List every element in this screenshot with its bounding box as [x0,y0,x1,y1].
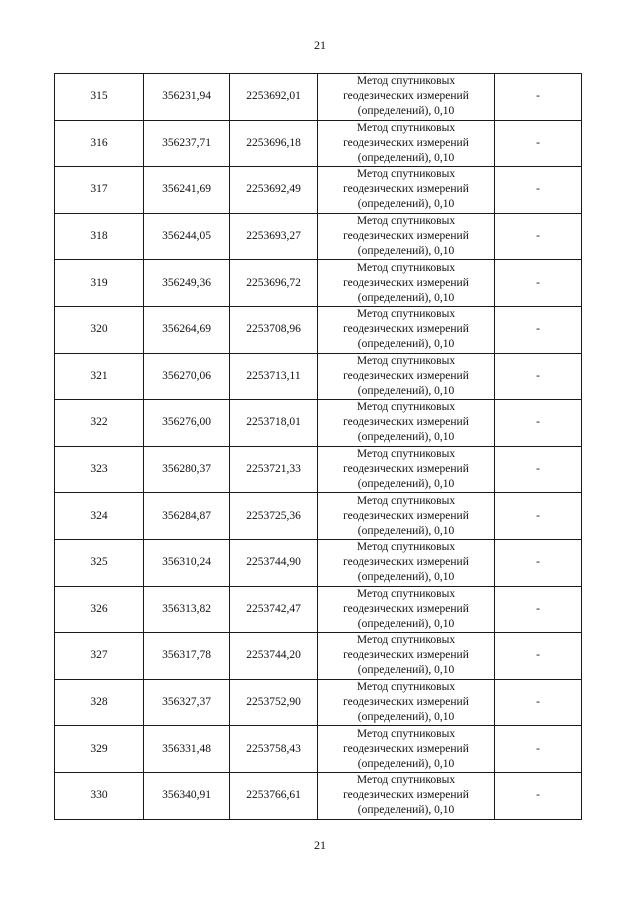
method-line: геодезических измерений [343,136,469,149]
description-cell: - [495,74,582,121]
table-row [55,260,582,307]
y-coordinate-cell: 2253692,49 [230,167,318,214]
table-row [55,633,582,680]
method-line: геодезических измерений [343,509,469,522]
method-line: (определений), 0,10 [357,245,455,258]
method-line: Метод спутниковых [356,308,456,321]
y-coordinate-cell: 2253721,33 [230,446,318,493]
method-line: Метод спутниковых [356,354,456,367]
method-line: Метод спутниковых [356,121,456,134]
method-cell [318,586,495,633]
description-cell: - [495,400,582,447]
description-cell: - [495,120,582,167]
x-coordinate-cell: 356280,37 [144,446,230,493]
method-cell [318,353,495,400]
table-row [55,400,582,447]
x-coordinate-cell: 356249,36 [144,260,230,307]
method-cell [318,539,495,586]
method-cell [318,726,495,773]
y-coordinate-cell: 2253744,90 [230,539,318,586]
y-coordinate-cell: 2253752,90 [230,679,318,726]
method-line: (определений), 0,10 [357,664,455,677]
description-cell: - [495,586,582,633]
method-line: (определений), 0,10 [357,804,455,817]
x-coordinate-cell: 356340,91 [144,772,230,819]
point-number-cell: 325 [55,539,144,586]
point-number-cell: 317 [55,167,144,214]
method-cell [318,446,495,493]
method-cell [318,74,495,121]
description-cell: - [495,539,582,586]
method-line: геодезических измерений [343,183,469,196]
method-cell [318,213,495,260]
description-cell: - [495,260,582,307]
point-number-cell: 315 [55,74,144,121]
method-line: Метод спутниковых [356,634,456,647]
method-line: геодезических измерений [343,416,469,429]
method-line: Метод спутниковых [356,448,456,461]
description-cell: - [495,633,582,680]
coordinates-table-body [55,74,582,820]
method-line: Метод спутниковых [356,541,456,554]
method-cell [318,493,495,540]
table-row [55,353,582,400]
description-cell: - [495,306,582,353]
table-row [55,679,582,726]
x-coordinate-cell: 356231,94 [144,74,230,121]
method-line: геодезических измерений [343,602,469,615]
method-line: геодезических измерений [343,556,469,569]
method-line: (определений), 0,10 [357,571,455,584]
table-row [55,586,582,633]
point-number-cell: 318 [55,213,144,260]
method-line: Метод спутниковых [356,587,456,600]
description-cell: - [495,772,582,819]
description-cell: - [495,167,582,214]
point-number-cell: 320 [55,306,144,353]
point-number-cell: 328 [55,679,144,726]
y-coordinate-cell: 2253758,43 [230,726,318,773]
description-cell: - [495,493,582,540]
x-coordinate-cell: 356270,06 [144,353,230,400]
description-cell: - [495,353,582,400]
method-line: Метод спутниковых [356,75,456,88]
method-line: (определений), 0,10 [357,617,455,630]
point-number-cell: 316 [55,120,144,167]
y-coordinate-cell: 2253725,36 [230,493,318,540]
table-row [55,493,582,540]
x-coordinate-cell: 356317,78 [144,633,230,680]
x-coordinate-cell: 356244,05 [144,213,230,260]
point-number-cell: 321 [55,353,144,400]
coordinates-table [54,73,582,820]
method-cell [318,679,495,726]
method-line: геодезических измерений [343,276,469,289]
y-coordinate-cell: 2253713,11 [230,353,318,400]
table-row [55,213,582,260]
method-line: геодезических измерений [343,696,469,709]
table-row [55,772,582,819]
x-coordinate-cell: 356284,87 [144,493,230,540]
method-line: геодезических измерений [343,230,469,243]
method-line: геодезических измерений [343,90,469,103]
point-number-cell: 319 [55,260,144,307]
method-line: (определений), 0,10 [357,757,455,770]
x-coordinate-cell: 356276,00 [144,400,230,447]
table-row [55,167,582,214]
x-coordinate-cell: 356237,71 [144,120,230,167]
method-cell [318,400,495,447]
method-line: (определений), 0,10 [357,105,455,118]
method-line: Метод спутниковых [356,727,456,740]
method-cell [318,772,495,819]
y-coordinate-cell: 2253692,01 [230,74,318,121]
method-line: геодезических измерений [343,463,469,476]
method-line: Метод спутниковых [356,215,456,228]
method-line: Метод спутниковых [356,774,456,787]
table-row [55,120,582,167]
method-line: (определений), 0,10 [357,524,455,537]
x-coordinate-cell: 356264,69 [144,306,230,353]
method-line: (определений), 0,10 [357,431,455,444]
method-line: геодезических измерений [343,789,469,802]
page-number-bottom: 21 [314,838,326,852]
y-coordinate-cell: 2253742,47 [230,586,318,633]
method-line: геодезических измерений [343,649,469,662]
method-line: Метод спутниковых [356,681,456,694]
y-coordinate-cell: 2253696,18 [230,120,318,167]
x-coordinate-cell: 356241,69 [144,167,230,214]
method-cell [318,306,495,353]
table-row [55,726,582,773]
table-row [55,74,582,121]
method-line: (определений), 0,10 [357,384,455,397]
x-coordinate-cell: 356313,82 [144,586,230,633]
table-row [55,539,582,586]
method-line: (определений), 0,10 [357,198,455,211]
point-number-cell: 327 [55,633,144,680]
description-cell: - [495,446,582,493]
table-row [55,446,582,493]
point-number-cell: 322 [55,400,144,447]
x-coordinate-cell: 356331,48 [144,726,230,773]
method-line: Метод спутниковых [356,168,456,181]
point-number-cell: 324 [55,493,144,540]
method-line: Метод спутниковых [356,494,456,507]
x-coordinate-cell: 356327,37 [144,679,230,726]
point-number-cell: 330 [55,772,144,819]
method-line: геодезических измерений [343,323,469,336]
method-cell [318,167,495,214]
page-number-top: 21 [314,38,326,52]
point-number-cell: 323 [55,446,144,493]
y-coordinate-cell: 2253718,01 [230,400,318,447]
description-cell: - [495,213,582,260]
y-coordinate-cell: 2253693,27 [230,213,318,260]
y-coordinate-cell: 2253696,72 [230,260,318,307]
method-line: (определений), 0,10 [357,291,455,304]
method-cell [318,120,495,167]
table-row [55,306,582,353]
method-cell [318,633,495,680]
method-line: (определений), 0,10 [357,151,455,164]
description-cell: - [495,726,582,773]
method-line: (определений), 0,10 [357,478,455,491]
point-number-cell: 329 [55,726,144,773]
method-line: (определений), 0,10 [357,711,455,724]
description-cell: - [495,679,582,726]
method-cell [318,260,495,307]
method-line: геодезических измерений [343,742,469,755]
method-line: (определений), 0,10 [357,338,455,351]
y-coordinate-cell: 2253766,61 [230,772,318,819]
x-coordinate-cell: 356310,24 [144,539,230,586]
method-line: Метод спутниковых [356,261,456,274]
method-line: геодезических измерений [343,369,469,382]
method-line: Метод спутниковых [356,401,456,414]
y-coordinate-cell: 2253708,96 [230,306,318,353]
y-coordinate-cell: 2253744,20 [230,633,318,680]
point-number-cell: 326 [55,586,144,633]
